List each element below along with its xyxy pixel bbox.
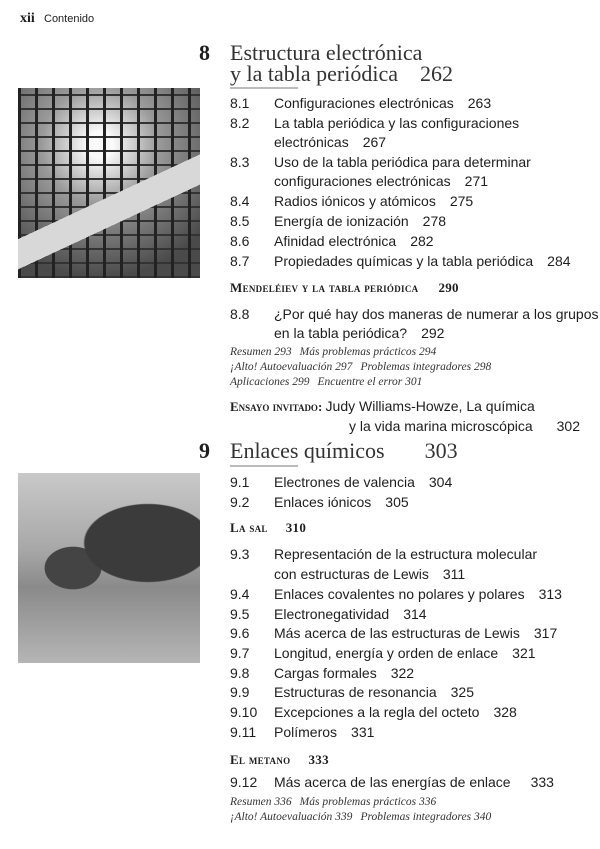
end-matter-item[interactable]: Encuentre el error 301 bbox=[317, 376, 423, 388]
entry-page: 331 bbox=[351, 724, 375, 740]
entry-text: Electrones de valencia bbox=[274, 474, 415, 490]
entry-text: Configuraciones electrónicas bbox=[274, 95, 454, 111]
entry-number: 8.3 bbox=[230, 154, 250, 170]
entry-page: 313 bbox=[538, 586, 562, 602]
essay-page: 302 bbox=[556, 418, 580, 434]
toc-entry[interactable] bbox=[274, 625, 557, 641]
entry-number: 8.4 bbox=[230, 193, 250, 209]
entry-page: 328 bbox=[493, 704, 517, 720]
feature-page: 333 bbox=[308, 752, 329, 767]
end-matter-line bbox=[230, 376, 430, 388]
entry-page: 311 bbox=[442, 566, 466, 582]
end-matter-line bbox=[230, 346, 444, 358]
entry-number: 8.8 bbox=[230, 306, 250, 322]
end-matter-item[interactable]: Más problemas prácticos 294 bbox=[299, 346, 437, 358]
chapter-title bbox=[230, 440, 458, 462]
entry-page: 314 bbox=[403, 606, 427, 622]
end-matter-item[interactable]: Problemas integradores 340 bbox=[360, 811, 492, 823]
entry-page: 305 bbox=[385, 494, 409, 510]
toc-entry[interactable] bbox=[274, 684, 474, 700]
entry-page: 282 bbox=[410, 233, 434, 249]
page-number: xii bbox=[20, 11, 35, 26]
end-matter-line bbox=[230, 361, 499, 373]
entry-number: 9.1 bbox=[230, 474, 250, 490]
building-photo bbox=[18, 88, 200, 278]
entry-text: con estructuras de Lewis bbox=[274, 566, 429, 582]
entry-page: 325 bbox=[450, 684, 474, 700]
entry-text: Excepciones a la regla del octeto bbox=[274, 704, 480, 720]
end-matter-line bbox=[230, 796, 444, 808]
entry-page: 333 bbox=[530, 774, 554, 790]
toc-entry-cont bbox=[274, 134, 386, 150]
toc-entry[interactable] bbox=[274, 494, 409, 510]
entry-page: 267 bbox=[362, 134, 387, 150]
entry-number: 8.1 bbox=[230, 95, 250, 111]
entry-text: electrónicas bbox=[274, 134, 349, 150]
chapter-title-text: Enlaces químicos bbox=[230, 438, 385, 463]
feature-page: 310 bbox=[285, 520, 307, 535]
entry-number: 9.4 bbox=[230, 586, 250, 602]
entry-page: 284 bbox=[547, 253, 571, 269]
entry-text: Radios iónicos y atómicos bbox=[274, 193, 436, 209]
feature-title: El metano bbox=[230, 752, 291, 767]
feature-title: Mendeléiev y la tabla periódica bbox=[230, 280, 419, 295]
entry-text: Energía de ionización bbox=[274, 213, 409, 229]
entry-page: 304 bbox=[428, 474, 453, 490]
entry-number: 9.6 bbox=[230, 625, 250, 641]
entry-number: 9.8 bbox=[230, 665, 250, 681]
entry-text: Longitud, energía y orden de enlace bbox=[274, 645, 499, 661]
chapter-title-line: y la tabla periódica bbox=[230, 61, 398, 86]
entry-text: Enlaces iónicos bbox=[274, 494, 372, 510]
entry-text: Propiedades químicas y la tabla periódica bbox=[274, 253, 534, 269]
end-matter-item[interactable]: Aplicaciones 299 bbox=[230, 376, 310, 388]
entry-text: Afinidad electrónica bbox=[274, 233, 397, 249]
entry-text: Enlaces covalentes no polares y polares bbox=[274, 586, 525, 602]
essay-entry-cont bbox=[349, 418, 580, 434]
toc-entry-cont bbox=[274, 566, 465, 582]
entry-number: 9.7 bbox=[230, 645, 250, 661]
feature-heading[interactable] bbox=[230, 520, 306, 536]
entry-text: configuraciones electrónicas bbox=[274, 173, 451, 189]
entry-text: Polímeros bbox=[274, 724, 338, 740]
divider bbox=[230, 465, 298, 467]
toc-entry[interactable]: ¿Por qué hay dos maneras de numerar a los grupos bbox=[274, 306, 599, 322]
chapter-page: 303 bbox=[424, 438, 458, 463]
entry-text: Estructuras de resonancia bbox=[274, 684, 437, 700]
entry-number: 9.10 bbox=[230, 704, 258, 720]
end-matter-item[interactable]: Resumen 336 bbox=[230, 796, 292, 808]
toc-entry[interactable] bbox=[274, 474, 452, 490]
toc-entry[interactable] bbox=[274, 193, 473, 209]
toc-entry[interactable]: Representación de la estructura molecular bbox=[274, 546, 538, 562]
toc-entry[interactable] bbox=[274, 665, 414, 681]
running-header: Contenido bbox=[44, 13, 95, 25]
entry-number: 9.9 bbox=[230, 684, 250, 700]
feature-page: 290 bbox=[438, 280, 459, 295]
toc-entry[interactable] bbox=[274, 774, 554, 790]
entry-page: 321 bbox=[512, 645, 536, 661]
entry-number: 9.3 bbox=[230, 546, 250, 562]
toc-entry[interactable] bbox=[274, 213, 446, 229]
chapter-number: 9 bbox=[199, 438, 210, 463]
feature-heading[interactable] bbox=[230, 280, 459, 296]
essay-label: Ensayo invitado: bbox=[230, 399, 323, 414]
entry-text: en la tabla periódica? bbox=[274, 325, 408, 341]
end-matter-line bbox=[230, 811, 499, 823]
entry-number: 9.5 bbox=[230, 606, 250, 622]
end-matter-item[interactable]: ¡Alto! Autoevaluación 297 bbox=[230, 361, 353, 373]
entry-number: 9.2 bbox=[230, 494, 250, 510]
toc-entry-cont bbox=[274, 325, 444, 341]
entry-page: 278 bbox=[422, 213, 447, 229]
divider bbox=[230, 87, 298, 89]
toc-entry[interactable] bbox=[274, 586, 562, 602]
end-matter-item[interactable]: Más problemas prácticos 336 bbox=[299, 796, 437, 808]
entry-number: 9.11 bbox=[230, 724, 257, 740]
toc-entry[interactable] bbox=[274, 606, 427, 622]
feature-heading[interactable] bbox=[230, 752, 329, 768]
toc-entry[interactable] bbox=[274, 704, 517, 720]
chapter-page: 262 bbox=[419, 61, 453, 86]
entry-text: Más acerca de las energías de enlace bbox=[274, 774, 511, 790]
toc-entry[interactable]: Uso de la tabla periódica para determinar bbox=[274, 154, 531, 170]
entry-number: 8.7 bbox=[230, 253, 250, 269]
toc-entry[interactable] bbox=[274, 645, 536, 661]
toc-entry[interactable] bbox=[274, 233, 434, 249]
entry-number: 8.5 bbox=[230, 213, 250, 229]
entry-page: 275 bbox=[449, 193, 474, 209]
chapter-title: Estructura electrónica bbox=[230, 40, 423, 65]
entry-page: 317 bbox=[533, 625, 558, 641]
entry-text: Cargas formales bbox=[274, 665, 377, 681]
chapter-number: 8 bbox=[199, 40, 210, 65]
elephant-photo bbox=[18, 473, 200, 663]
entry-text: Electronegatividad bbox=[274, 606, 390, 622]
toc-entry[interactable] bbox=[274, 253, 571, 269]
chapter-title bbox=[230, 63, 453, 85]
essay-title: y la vida marina microscópica bbox=[349, 418, 533, 434]
end-matter-item[interactable]: Problemas integradores 298 bbox=[360, 361, 492, 373]
end-matter-item[interactable]: ¡Alto! Autoevaluación 339 bbox=[230, 811, 353, 823]
toc-entry[interactable]: La tabla periódica y las configuraciones bbox=[274, 115, 520, 131]
end-matter-item[interactable]: Resumen 293 bbox=[230, 346, 292, 358]
entry-page: 271 bbox=[464, 173, 489, 189]
toc-entry[interactable] bbox=[274, 724, 374, 740]
entry-number: 9.12 bbox=[230, 774, 258, 790]
entry-text: Más acerca de las estructuras de Lewis bbox=[274, 625, 520, 641]
entry-page: 263 bbox=[467, 95, 492, 111]
entry-page: 322 bbox=[390, 665, 415, 681]
essay-title: Judy Williams-Howze, La química bbox=[325, 398, 535, 414]
feature-title: La sal bbox=[230, 520, 268, 535]
entry-page: 292 bbox=[421, 325, 445, 341]
entry-number: 8.2 bbox=[230, 115, 250, 131]
toc-entry-cont bbox=[274, 173, 488, 189]
toc-entry[interactable] bbox=[274, 95, 491, 111]
essay-entry[interactable] bbox=[230, 398, 535, 415]
entry-number: 8.6 bbox=[230, 233, 250, 249]
